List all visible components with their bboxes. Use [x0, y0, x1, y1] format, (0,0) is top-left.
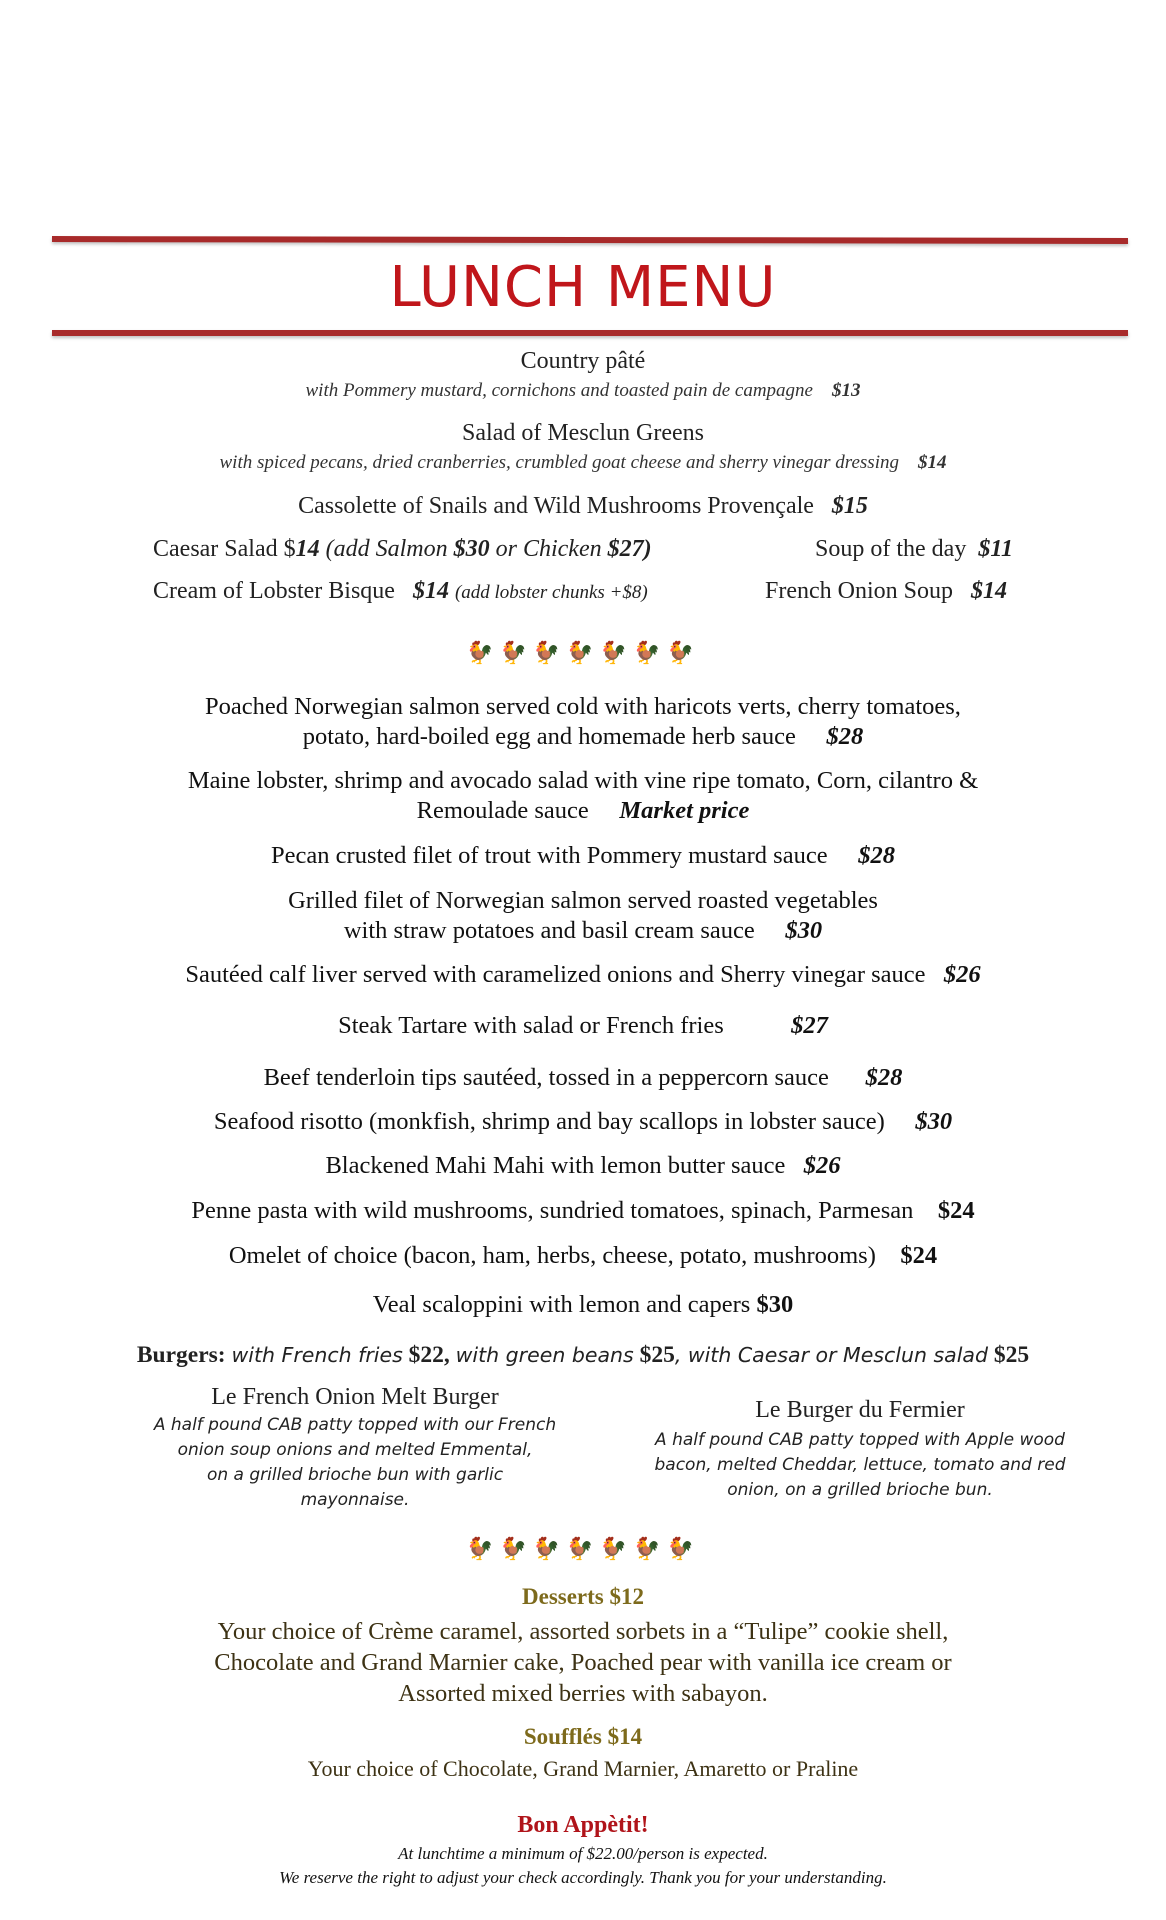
desserts-line: Chocolate and Grand Marnier cake, Poached pear with vanilla ice cream or [214, 1649, 952, 1676]
main-line2: Remoulade sauce [416, 797, 589, 824]
main-price: $27 [791, 1012, 828, 1039]
starter-price: $14 [917, 452, 947, 473]
bisque-add: (add lobster chunks +$8) [454, 582, 648, 603]
desserts-title: Desserts [522, 1584, 604, 1609]
page-title: LUNCH MENU [389, 255, 777, 320]
burger-desc-line: A half pound CAB patty topped with our French [153, 1415, 557, 1435]
main-price: $26 [943, 961, 981, 988]
main-line2: with straw potatoes and basil cream sauce [343, 917, 755, 944]
main-item [0, 766, 1166, 826]
main-price: $30 [915, 1108, 953, 1135]
main-line2: potato, hard-boiled egg and homemade herb sauce [302, 723, 796, 750]
starter-price: $13 [832, 380, 861, 401]
bisque-price: $14 [412, 578, 449, 604]
caesar-price: 14 [295, 536, 320, 562]
main-price: $30 [756, 1291, 794, 1318]
starter-desc-text: with Pommery mustard, cornichons and toasted pain de campagne [305, 380, 813, 401]
main-item [0, 1290, 1166, 1320]
burger-desc-line: onion, on a grilled brioche bun. [727, 1480, 993, 1500]
bottom-rule [52, 330, 1128, 336]
burger-desc-line: bacon, melted Cheddar, lettuce, tomato and red [654, 1455, 1066, 1475]
burgers-label: Burgers: [136, 1342, 226, 1368]
french-onion-soup [765, 578, 1007, 605]
main-item [0, 1196, 1166, 1226]
bisque-name: Cream of Lobster Bisque [153, 578, 395, 604]
starter-name [0, 493, 1166, 520]
main-price: $28 [865, 1064, 903, 1091]
main-price: $24 [900, 1242, 938, 1269]
main-line1: Sautéed calf liver served with caramelized onions and Sherry vinegar sauce [185, 961, 926, 988]
main-item [0, 1151, 1166, 1181]
desserts-text [0, 1616, 1166, 1709]
burgers-price3: $25 [993, 1342, 1030, 1368]
main-line1: Penne pasta with wild mushrooms, sundried tomatoes, spinach, Parmesan [191, 1197, 914, 1224]
main-line1: Seafood risotto (monkfish, shrimp and bay scallops in lobster sauce) [213, 1108, 885, 1135]
reserve-note: We reserve the right to adjust your check accordingly. Thank you for your understanding. [279, 1868, 887, 1887]
souffles-price: $14 [607, 1724, 643, 1749]
top-rule [52, 236, 1128, 244]
onion-soup-price: $14 [971, 578, 1007, 604]
main-price: $28 [858, 842, 895, 869]
desserts-line: Assorted mixed berries with sabayon. [398, 1680, 768, 1707]
main-line1: Blackened Mahi Mahi with lemon butter sauce [325, 1152, 786, 1179]
caesar-salmon-price: $30 [453, 536, 490, 562]
rooster-divider-icon: 🐓🐓🐓🐓🐓🐓🐓 [466, 640, 700, 665]
main-price: $24 [937, 1197, 975, 1224]
starter-name: Country pâté [520, 348, 646, 374]
main-price: $26 [803, 1152, 841, 1179]
desserts-heading [0, 1584, 1166, 1610]
main-item [0, 1107, 1166, 1137]
burger-desc [145, 1413, 565, 1513]
burgers-price2: $25 [639, 1342, 675, 1368]
starter-name-text: Cassolette of Snails and Wild Mushrooms Provençale [298, 493, 814, 519]
caesar-chicken-price: $27) [607, 536, 652, 562]
main-line1: Omelet of choice (bacon, ham, herbs, cheese, potato, mushrooms) [228, 1242, 876, 1269]
onion-soup-name: French Onion Soup [765, 578, 953, 604]
starter-price: $15 [831, 493, 868, 519]
burgers-opt2: with green beans [455, 1343, 634, 1367]
main-item [0, 692, 1166, 752]
caesar-or-chicken: or Chicken [495, 536, 602, 562]
souffles-text: Your choice of Chocolate, Grand Marnier, Amaretto or Praline [307, 1756, 859, 1781]
bon-appetit: Bon Appètit! [517, 1812, 649, 1838]
main-line1: Steak Tartare with salad or French fries [338, 1012, 724, 1039]
burger-name: Le Burger du Fermier [755, 1397, 965, 1423]
caesar-add: (add Salmon [325, 536, 448, 562]
main-item [0, 1063, 1166, 1093]
starter-desc [0, 452, 1166, 474]
main-price: $30 [785, 917, 823, 944]
soup-of-day [815, 536, 1013, 563]
souffles-title: Soufflés [523, 1724, 602, 1749]
burger-desc-line: on a grilled brioche bun with garlic [206, 1465, 504, 1485]
main-item [0, 1011, 1166, 1041]
main-item [0, 1241, 1166, 1271]
starter-desc-text: with spiced pecans, dried cranberries, crumbled goat cheese and sherry vinegar dressing [219, 452, 899, 473]
caesar-salad [153, 536, 652, 563]
main-line1: Beef tenderloin tips sautéed, tossed in a peppercorn sauce [263, 1064, 829, 1091]
burger-right [630, 1397, 1090, 1503]
main-item [0, 886, 1166, 946]
burgers-line [0, 1342, 1166, 1369]
main-line1: Pecan crusted filet of trout with Pommery mustard sauce [271, 842, 828, 869]
starter-name: Salad of Mesclun Greens [462, 420, 704, 446]
main-line1: Grilled filet of Norwegian salmon served roasted vegetables [288, 887, 878, 914]
burgers-price1: $22, [408, 1342, 450, 1368]
main-price: $28 [826, 723, 864, 750]
desserts-price: $12 [609, 1584, 644, 1609]
main-line1: Maine lobster, shrimp and avocado salad with vine ripe tomato, Corn, cilantro & [187, 767, 979, 794]
rooster-divider-icon: 🐓🐓🐓🐓🐓🐓🐓 [466, 1536, 700, 1561]
burgers-opt1: with French fries [231, 1343, 403, 1367]
soup-name: Soup of the day [815, 536, 967, 562]
minimum-note: At lunchtime a minimum of $22.00/person is expected. [398, 1844, 768, 1863]
burgers-opt3: , with Caesar or Mesclun salad [674, 1343, 988, 1367]
burger-left [145, 1384, 565, 1513]
caesar-price-prefix: $ [283, 536, 296, 562]
starter-desc [0, 380, 1166, 402]
main-item [0, 841, 1166, 871]
main-line1: Veal scaloppini with lemon and capers [372, 1291, 751, 1318]
burger-desc-line: mayonnaise. [300, 1490, 410, 1510]
burger-desc [630, 1428, 1090, 1503]
souffles-heading [0, 1724, 1166, 1750]
soup-price: $11 [978, 536, 1013, 562]
main-item [0, 960, 1166, 990]
caesar-name: Caesar Salad [153, 536, 278, 562]
desserts-line: Your choice of Crème caramel, assorted sorbets in a “Tulipe” cookie shell, [217, 1618, 949, 1645]
main-line1: Poached Norwegian salmon served cold with haricots verts, cherry tomatoes, [205, 693, 961, 720]
main-price: Market price [619, 797, 750, 824]
burger-desc-line: onion soup onions and melted Emmental, [177, 1440, 533, 1460]
burger-desc-line: A half pound CAB patty topped with Apple wood [655, 1430, 1065, 1450]
lobster-bisque [153, 578, 648, 605]
burger-name: Le French Onion Melt Burger [211, 1384, 499, 1410]
